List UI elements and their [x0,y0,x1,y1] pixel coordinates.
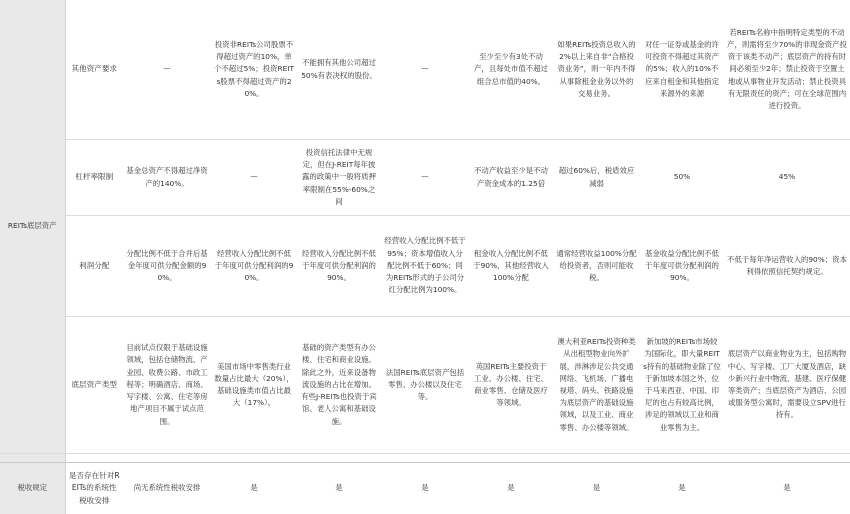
cell-france: — [381,0,469,140]
cell-uk: 至少至少有3处不动产，且每处市值不超过组合总市值的40%。 [469,0,553,140]
cell-australia: 是 [553,463,640,514]
cell-uk: 英国REITs主要投资于工业、办公楼、住宅、商业零售、仓储及医疗等领域。 [469,317,553,454]
cell-australia: 澳大利亚REITs投资种类从出租型物业向外扩展，涉淋涉足公共交通网络、飞机场、广播电视塔、码头、铁路设施为底层资产的基础设施领域，以及工业、商业零售、办公楼等领域。 [553,317,640,454]
cell-us: 是 [211,463,297,514]
section-label-tax: 税收规定 [0,463,65,514]
cell-singapore: 是 [640,463,724,514]
cell-singapore: 50% [640,140,724,216]
row-tax-arrangement [0,463,850,514]
cell-us: 经营收入分配比例不低于年度可供分配利润的90%。 [211,216,297,317]
cell-singapore: 对任一证券或基金的许可投资不得超过其资产的5%；收入的10%不应来自租金和其他指定来源外的来源 [640,0,724,140]
row-other-assets [0,0,850,140]
cell-hongkong: 不低于每年净运营收入的90%；资本利得依照信托契约规定。 [724,216,850,317]
cell-uk: 是 [469,463,553,514]
cell-singapore: 基金收益分配比例不低于年度可供分配利润的90%。 [640,216,724,317]
cell-france: 法国REITs底层资产包括零售、办公楼以及住宅等。 [381,317,469,454]
cell-japan: 经营收入分配比例不低于年度可供分配利润的90%。 [297,216,381,317]
row-label: 杠杆率限制 [65,140,123,216]
cell-uk: 租金收入分配比例不低于90%，其他经营收入100%分配 [469,216,553,317]
cell-australia: 超过60%后，税盾效应减弱 [553,140,640,216]
section-label-reits-assets: REITs底层资产 [0,0,65,454]
cell-us: — [211,140,297,216]
cell-hongkong: 底层资产以商业物业为主，包括购物中心、写字楼、工厂大厦及酒店，缺少新兴行业中物流、基建、医疗保健等类资产；当底层资产为酒店、公园或服务型公寓时，需要设立SPV进行持有。 [724,317,850,454]
cell-japan: 基础的资产类型有办公楼、住宅和商业设施。除此之外，近来设备物流设施的占比在增加。有些J-REITs也投资于宾馆、老人公寓和基础设施。 [297,317,381,454]
row-label: 利润分配 [65,216,123,317]
cell-australia: 如果REITs投资总收入的2%以上来自非“合格投资业务”，则一年内不得从事除租金业务以外的交易业务。 [553,0,640,140]
cell-singapore: 新加坡的REITs市场较为国际化，即大量REITs持有的基础物业除了位于新加坡本国之外，位于马来西亚、中国、印尼的也占有较高比例，涉足的领域以工业和商业零售为主。 [640,317,724,454]
cell-china: 尚无系统性税收安排 [123,463,211,514]
section-separator [0,454,850,463]
row-label: 底层资产类型 [65,317,123,454]
cell-hongkong: 是 [724,463,850,514]
cell-france: 是 [381,463,469,514]
cell-china: 基金总资产不得超过净资产的140%。 [123,140,211,216]
cell-us: 投资非REITs公司股票不得超过资产的10%，单个不超过5%；投资REITs股票不得超过资产的20%。 [211,0,297,140]
cell-china: 分配比例不低于合并后基金年度可供分配金额的90%。 [123,216,211,317]
cell-japan: 是 [297,463,381,514]
row-label: 其他资产要求 [65,0,123,140]
row-profit-distribution [0,216,850,317]
cell-uk: 不动产收益至少是不动产资金成本的1.25倍 [469,140,553,216]
cell-japan: 不能拥有其他公司超过50%有表决权的股份。 [297,0,381,140]
cell-china: — [123,0,211,140]
cell-france: — [381,140,469,216]
cell-hongkong: 若REITs名称中指明特定类型的不动产，则需将至少70%的非现金资产投资于该类不动产；底层资产的持有时间必须至少2年；禁止投资于空置土地或从事物业开发活动；禁止投资具有无限责任的资产；可在全球范围内进行投资。 [724,0,850,140]
cell-france: 经营收入分配比例不低于95%；资本增值收入分配比例不低于60%；同为REITs形式的子公司分红分配比例为100%。 [381,216,469,317]
cell-japan: 投资信托法律中无规定，但在J-REIT每年披露的政策中一般将质押率限制在55%-60%之间 [297,140,381,216]
row-leverage [0,140,850,216]
cell-us: 美国市场中零售类行业数量占比最大（20%），基础设施类市值占比最大（17%）。 [211,317,297,454]
cell-china: 目前试点仅限于基础设施领域，包括仓储物流、产业园、收费公路、市政工程等；明确酒店、商场、写字楼、公寓、住宅等房地产项目不属于试点范围。 [123,317,211,454]
cell-australia: 通常经营收益100%分配给投资者，否则可能收税。 [553,216,640,317]
row-asset-types [0,317,850,454]
cell-hongkong: 45% [724,140,850,216]
row-label: 是否存在针对REITs的系统性税收安排 [65,463,123,514]
